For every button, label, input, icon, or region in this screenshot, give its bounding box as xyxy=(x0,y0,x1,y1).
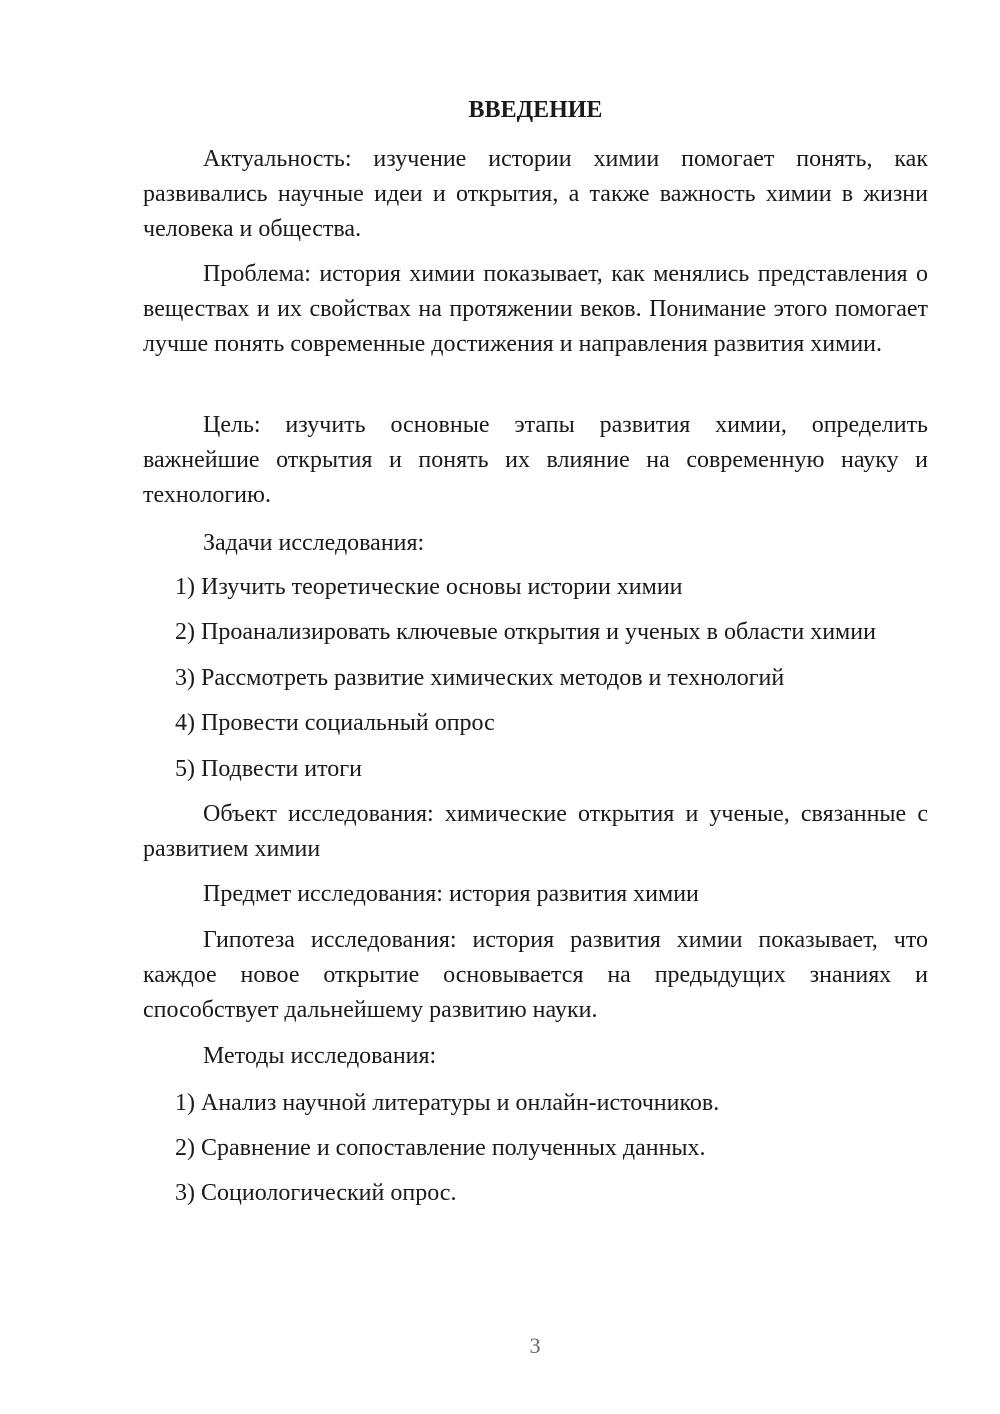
goal-paragraph: Цель: изучить основные этапы развития химии, определить важнейшие открытия и понять их влияние на современную науку и технологию. xyxy=(143,412,928,508)
object-paragraph: Объект исследования: химические открытия и ученые, связанные с развитием химии xyxy=(143,801,928,862)
method-item-2: 2) Сравнение и сопоставление полученных данных. xyxy=(175,1135,706,1161)
tasks-heading: Задачи исследования: xyxy=(203,530,425,556)
task-item-4: 4) Провести социальный опрос xyxy=(175,710,495,736)
task-item-3: 3) Рассмотреть развитие химических методов и технологий xyxy=(175,665,785,691)
page-number: 3 xyxy=(529,1333,541,1358)
problem-paragraph: Проблема: история химии показывает, как менялись представления о веществах и их свойствах на протяжении веков. Понимание этого помогает лучше понять современные достижения и направления развития химии. xyxy=(143,261,928,357)
methods-heading: Методы исследования: xyxy=(203,1043,437,1069)
section-title: ВВЕДЕНИЕ xyxy=(468,97,603,123)
method-item-3: 3) Социологический опрос. xyxy=(175,1180,457,1206)
method-item-1: 1) Анализ научной литературы и онлайн-источников. xyxy=(175,1090,720,1116)
relevance-paragraph: Актуальность: изучение истории химии помогает понять, как развивались научные идеи и открытия, а также важность химии в жизни человека и общества. xyxy=(143,146,928,242)
task-item-5: 5) Подвести итоги xyxy=(175,756,362,782)
task-item-1: 1) Изучить теоретические основы истории химии xyxy=(175,574,683,600)
hypothesis-paragraph: Гипотеза исследования: история развития химии показывает, что каждое новое открытие основывается на предыдущих знаниях и способствует дальнейшему развитию науки. xyxy=(143,927,928,1023)
subject-paragraph: Предмет исследования: история развития химии xyxy=(203,881,699,907)
task-item-2: 2) Проанализировать ключевые открытия и ученых в области химии xyxy=(175,619,876,645)
